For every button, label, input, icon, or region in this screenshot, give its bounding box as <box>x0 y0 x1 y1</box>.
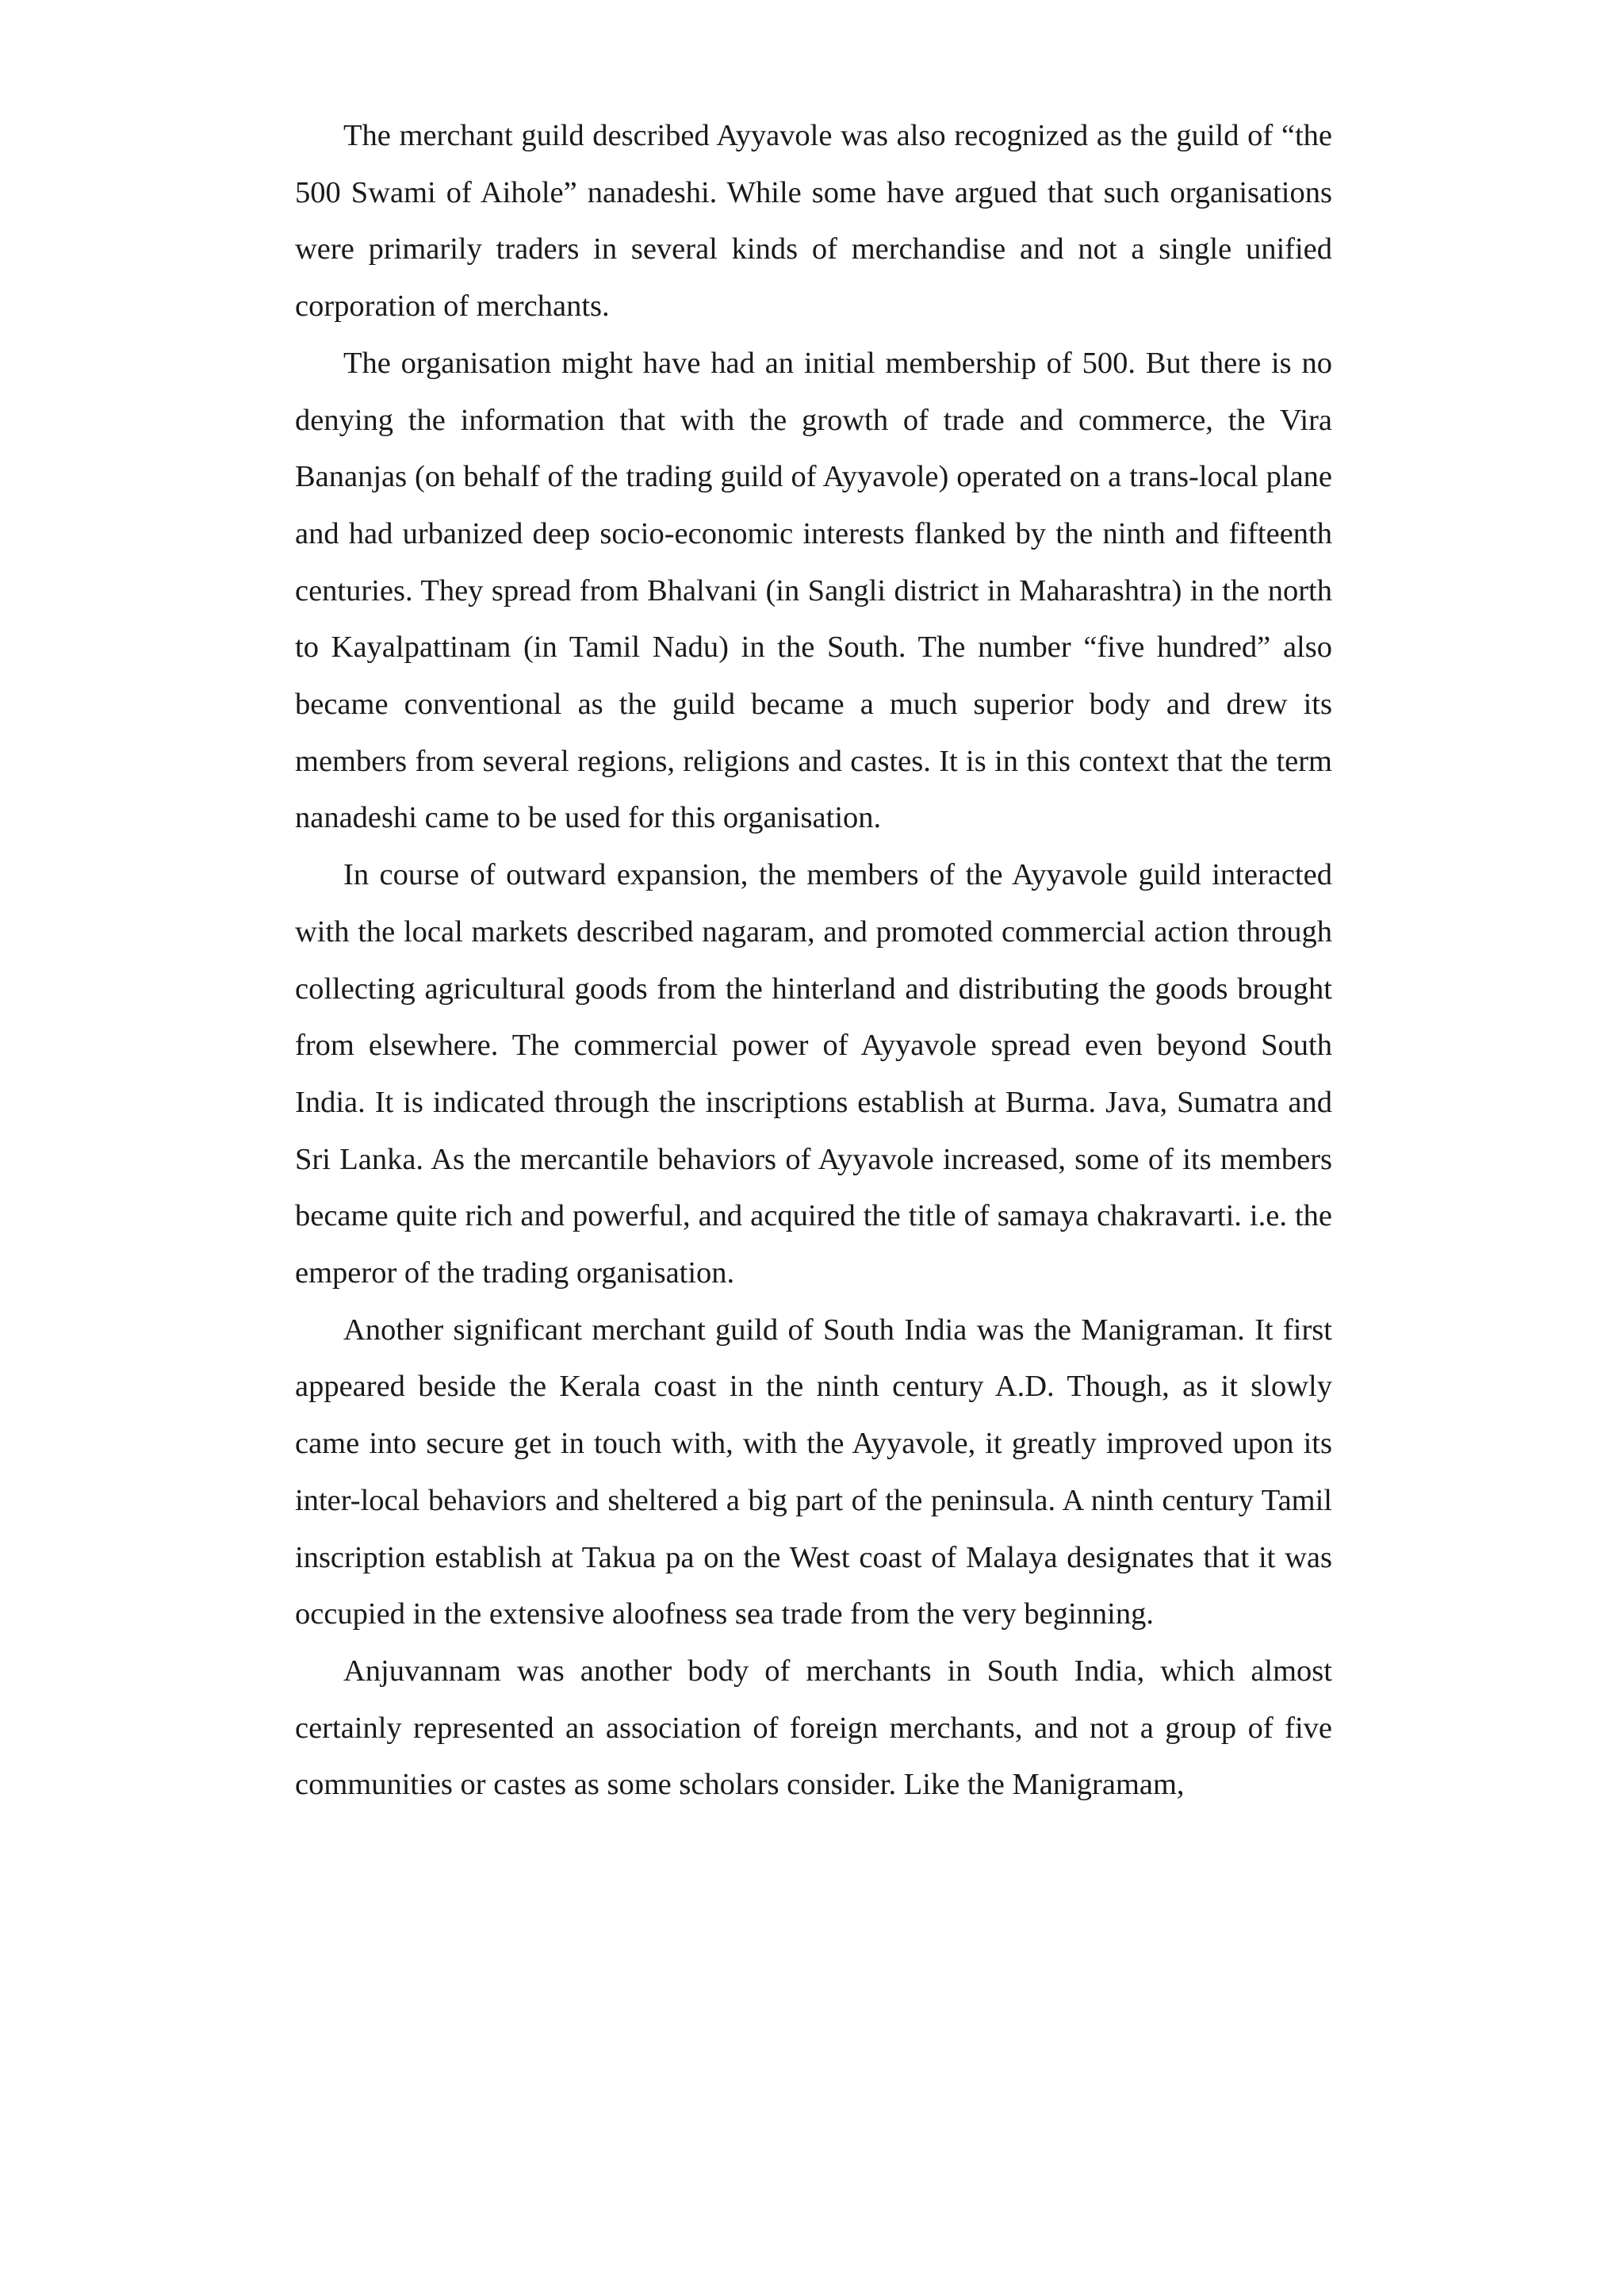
paragraph-organisation-membership: The organisation might have had an initial membership of 500. But there is no denying the information that with the growth of trade and commerce, the Vira Bananjas (on behalf of the trading guild of Ayyavole) operated on a trans-local plane and had urbanized deep socio-economic interests flanked by the ninth and fifteenth centuries. They spread from Bhalvani (in Sangli district in Maharashtra) in the north to Kayalpattinam (in Tamil Nadu) in the South. The number “five hundred” also became conventional as the guild became a much superior body and drew its members from several regions, religions and castes. It is in this context that the term nanadeshi came to be used for this organisation. <box>295 346 1332 835</box>
body-text <box>295 108 1332 1814</box>
paragraph-anjuvannam: Anjuvannam was another body of merchants in South India, which almost certainly represented an association of foreign merchants, and not a group of five communities or castes as some scholars consider. Like the Manigramam, <box>295 1654 1332 1802</box>
paragraph-manigraman: Another significant merchant guild of South India was the Manigraman. It first appeared beside the Kerala coast in the ninth century A.D. Though, as it slowly came into secure get in touch with, with the Ayyavole, it greatly improved upon its inter-local behaviors and sheltered a big part of the peninsula. A ninth century Tamil inscription establish at Takua pa on the West coast of Malaya designates that it was occupied in the extensive aloofness sea trade from the very beginning. <box>295 1313 1332 1631</box>
paragraph-ayyavole-guild: The merchant guild described Ayyavole was also recognized as the guild of “the 500 Swami of Aihole” nanadeshi. While some have argued that such organisations were primarily traders in several kinds of merchandise and not a single unified corporation of merchants. <box>295 119 1332 324</box>
paragraph-outward-expansion: In course of outward expansion, the members of the Ayyavole guild interacted with the local markets described nagaram, and promoted commercial action through collecting agricultural goods from the hinterland and distributing the goods brought from elsewhere. The commercial power of Ayyavole spread even beyond South India. It is indicated through the inscriptions establish at Burma. Java, Sumatra and Sri Lanka. As the mercantile behaviors of Ayyavole increased, some of its members became quite rich and powerful, and acquired the title of samaya chakravarti. i.e. the emperor of the trading organisation. <box>295 858 1332 1290</box>
